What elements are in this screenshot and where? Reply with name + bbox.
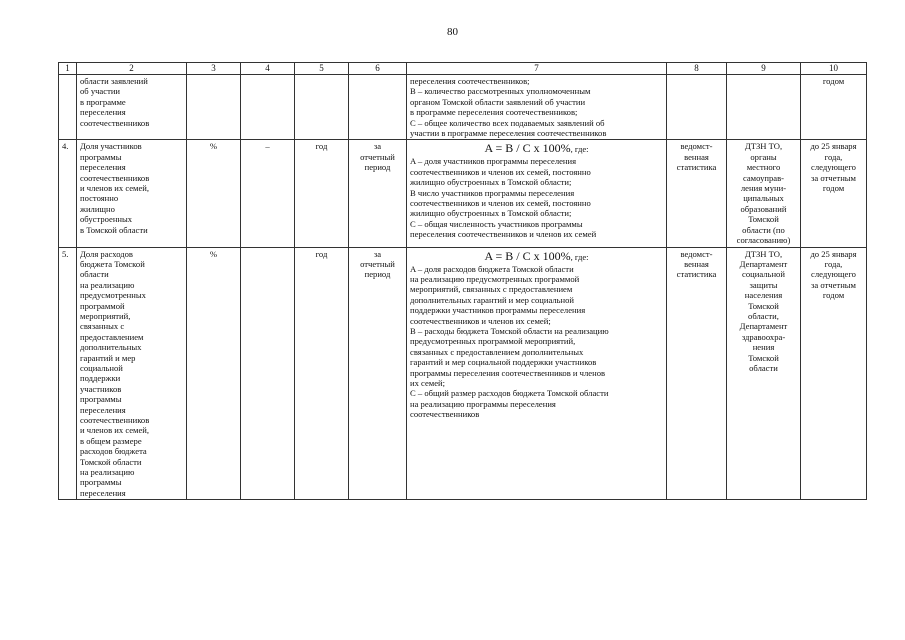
base-cell: за отчетный период <box>349 140 407 247</box>
table-row <box>59 247 867 500</box>
column-header: 10 <box>801 63 867 75</box>
method-cell <box>407 247 667 500</box>
deadline-cell: до 25 января года, следующего за отчетным годом <box>801 247 867 500</box>
column-header: 1 <box>59 63 77 75</box>
method-cell <box>407 140 667 247</box>
dash-cell <box>241 247 295 500</box>
period-cell <box>295 75 349 140</box>
indicators-table <box>58 62 867 500</box>
formula-suffix: , где: <box>570 144 589 155</box>
header-row <box>59 63 867 75</box>
period-cell: год <box>295 247 349 500</box>
indicator-name: Доля расходов бюджета Томской области на реализацию предусмотренных программой мероприятий, связанных с предоставлением дополнительных гарантий и мер социальной поддержки участников программы переселения соотечественников и членов их семей, в общем размере расходов бюджета Томской области на реализацию программы переселения <box>77 247 187 500</box>
base-cell: за отчетный период <box>349 247 407 500</box>
responsible-cell: ДТЗН ТО, Департамент социальной защиты населения Томской области, Департамент здравоохра- нения Томской области <box>727 247 801 500</box>
formula <box>410 141 663 156</box>
row-number: 5. <box>59 247 77 500</box>
column-header: 4 <box>241 63 295 75</box>
unit-cell: % <box>187 140 241 247</box>
formula-text: A = B / C x 100% <box>484 141 571 156</box>
responsible-cell: ДТЗН ТО, органы местного самоуправ- ления муни- ципальных образований Томской области (по согласованию) <box>727 140 801 247</box>
page-number: 80 <box>447 26 458 38</box>
row-number: 4. <box>59 140 77 247</box>
dash-cell <box>241 75 295 140</box>
table-row <box>59 140 867 247</box>
base-cell <box>349 75 407 140</box>
column-header: 5 <box>295 63 349 75</box>
method-text: переселения соотечественников; B – количество рассмотренных уполномоченным органом Томской области заявлений об участии в программе переселения соотечественников; C – общее количество всех подаваемых заявлений об участии в программе переселения соотечественников <box>410 76 607 139</box>
unit-cell: % <box>187 247 241 500</box>
deadline-cell: годом <box>801 75 867 140</box>
indicator-name: области заявлений об участии в программе переселения соотечественников <box>77 75 187 140</box>
responsible-cell <box>727 75 801 140</box>
source-cell <box>667 75 727 140</box>
indicator-name: Доля участников программы переселения соотечественников и членов их семей, постоянно жилищно обустроенных в Томской области <box>77 140 187 247</box>
column-header: 9 <box>727 63 801 75</box>
column-header: 8 <box>667 63 727 75</box>
formula-suffix: , где: <box>570 251 589 262</box>
period-cell: год <box>295 140 349 247</box>
method-text: A – доля расходов бюджета Томской области на реализацию предусмотренных программой мероприятий, связанных с предоставлением дополнительных гарантий и мер социальной поддержки участников программы переселения соотечественников и членов их семей; B – расходы бюджета Томской области на реализацию предусмотренных программой мероприятий, связанных с предоставлением дополнительных гарантий и мер социальной поддержки участников программы переселения соотечественников и членов их семей; C – общий размер расходов бюджета Томской области на реализацию программы переселения соотечественников <box>410 263 609 420</box>
column-header: 2 <box>77 63 187 75</box>
formula-text: A = B / C x 100% <box>484 248 571 263</box>
column-header: 6 <box>349 63 407 75</box>
column-header: 3 <box>187 63 241 75</box>
row-number <box>59 75 77 140</box>
formula <box>410 249 663 264</box>
deadline-cell: до 25 января года, следующего за отчетным годом <box>801 140 867 247</box>
source-cell: ведомст- венная статистика <box>667 140 727 247</box>
method-cell <box>407 75 667 140</box>
method-text: A – доля участников программы переселения соотечественников и членов их семей, постоянно жилищно обустроенных в Томской области; B число участников программы переселения соотечественников и членов их семей, постоянно жилищно обустроенных в Томской области; C – общая численность участников программы переселения соотечественников и членов их семей <box>410 156 597 240</box>
unit-cell <box>187 75 241 140</box>
table-row <box>59 75 867 140</box>
column-header: 7 <box>407 63 667 75</box>
source-cell: ведомст- венная статистика <box>667 247 727 500</box>
dash-cell: – <box>241 140 295 247</box>
